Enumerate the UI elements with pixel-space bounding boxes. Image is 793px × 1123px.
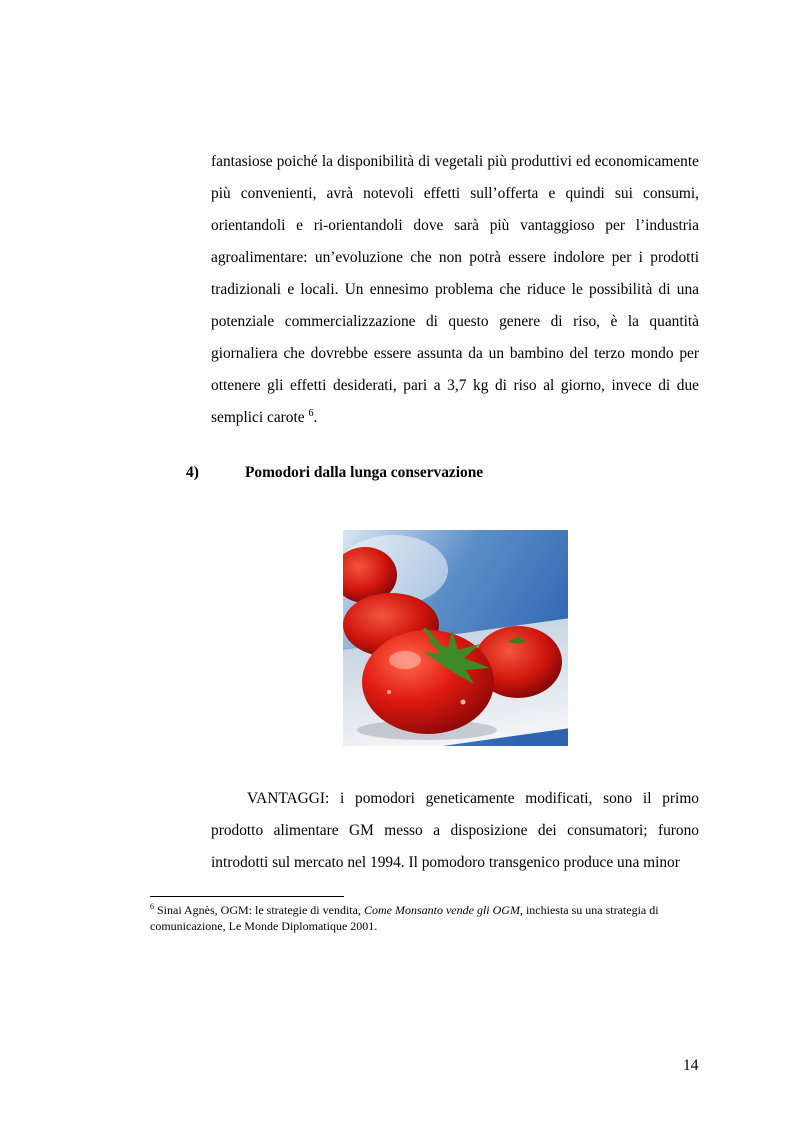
footnote-text-before: Sinai Agnès, OGM: le strategie di vendita, <box>154 903 364 917</box>
body-paragraph-2: VANTAGGI: i pomodori geneticamente modificati, sono il primo prodotto alimentare GM messo a disposizione dei consumatori; furono introdotti sul mercato nel 1994. Il pomodoro transgenico produce una minor <box>211 790 699 871</box>
paragraph-text: fantasiose poiché la disponibilità di vegetali più produttivi ed economicamente più convenienti, avrà notevoli effetti sull’offerta e quindi sui consumi, orientandoli e ri-orientandoli dove sarà più vantaggioso per l’industria agroalimentare: un’evoluzione che non potrà essere indolore per i prodotti tradizionali e locali. Un ennesimo problema che riduce le possibilità di una potenziale commercializzazione di questo genere di riso, è la quantità giornaliera che dovrebbe essere assunta da un bambino del terzo mondo per ottenere gli effetti desiderati, pari a 3,7 kg di riso al giorno, invece di due semplici carote <box>211 153 699 426</box>
section-number: 4) <box>186 464 199 481</box>
paragraph-end: . <box>313 409 318 426</box>
footnote-separator <box>150 896 344 897</box>
footnote-number: 6 <box>150 902 154 911</box>
footnote-text-after: inchiesta su una strategia di comunicazione, Le Monde Diplomatique 2001. <box>150 903 659 933</box>
body-paragraph-1 <box>211 146 699 434</box>
tomatoes-photo <box>343 530 568 746</box>
footnote <box>150 902 670 934</box>
footnote-italic-title: Come Monsanto vende gli OGM, <box>363 903 523 917</box>
section-title: Pomodori dalla lunga conservazione <box>245 464 484 481</box>
footnote-reference[interactable]: 6 <box>308 407 314 419</box>
page-number: 14 <box>683 1057 699 1074</box>
